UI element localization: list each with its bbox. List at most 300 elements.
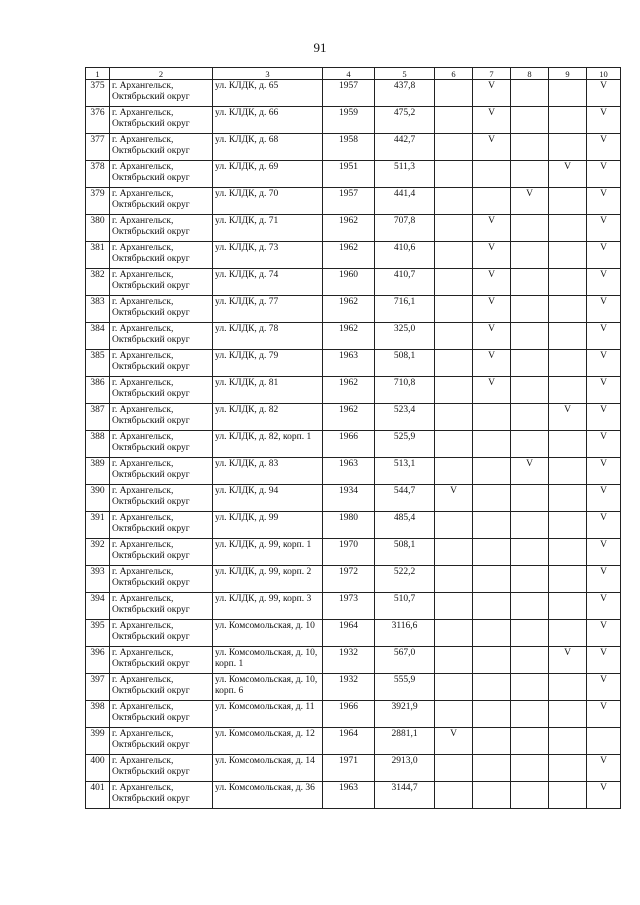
flag-col-10-cell: V: [587, 323, 621, 350]
flag-col-8-cell: [511, 728, 549, 755]
year-built-cell: 1932: [323, 674, 375, 701]
area-cell: 442,7: [375, 134, 435, 161]
address-cell: ул. Комсомольская, д. 10: [213, 620, 323, 647]
settlement-cell: г. Архангельск, Октябрьский округ: [110, 728, 213, 755]
area-cell: 3144,7: [375, 782, 435, 809]
flag-col-6-cell: [435, 701, 473, 728]
flag-col-7-cell: [473, 593, 511, 620]
year-built-cell: 1964: [323, 620, 375, 647]
year-built-cell: 1963: [323, 782, 375, 809]
area-cell: 555,9: [375, 674, 435, 701]
flag-col-7-cell: [473, 458, 511, 485]
flag-col-8-cell: [511, 701, 549, 728]
year-built-cell: 1934: [323, 485, 375, 512]
flag-col-9-cell: [549, 782, 587, 809]
row-number-cell: 394: [86, 593, 110, 620]
row-number-cell: 400: [86, 755, 110, 782]
row-number-cell: 401: [86, 782, 110, 809]
year-built-cell: 1962: [323, 404, 375, 431]
year-built-cell: 1962: [323, 323, 375, 350]
address-cell: ул. КЛДК, д. 82: [213, 404, 323, 431]
flag-col-10-cell: V: [587, 512, 621, 539]
table-row: [86, 512, 621, 539]
flag-col-10-cell: V: [587, 80, 621, 107]
settlement-cell: г. Архангельск, Октябрьский округ: [110, 161, 213, 188]
settlement-cell: г. Архангельск, Октябрьский округ: [110, 215, 213, 242]
area-cell: 523,4: [375, 404, 435, 431]
flag-col-10-cell: V: [587, 161, 621, 188]
address-cell: ул. КЛДК, д. 99: [213, 512, 323, 539]
flag-col-6-cell: [435, 593, 473, 620]
flag-col-10-cell: V: [587, 431, 621, 458]
column-number-2: 2: [110, 68, 213, 80]
flag-col-10-cell: V: [587, 566, 621, 593]
row-number-cell: 387: [86, 404, 110, 431]
flag-col-6-cell: [435, 215, 473, 242]
table-row: [86, 755, 621, 782]
flag-col-10-cell: V: [587, 458, 621, 485]
year-built-cell: 1957: [323, 188, 375, 215]
flag-col-9-cell: [549, 620, 587, 647]
table-row: [86, 539, 621, 566]
area-cell: 410,6: [375, 242, 435, 269]
area-cell: 510,7: [375, 593, 435, 620]
table-row: [86, 593, 621, 620]
flag-col-10-cell: V: [587, 404, 621, 431]
flag-col-7-cell: [473, 701, 511, 728]
table-row: [86, 161, 621, 188]
flag-col-9-cell: [549, 458, 587, 485]
settlement-cell: г. Архангельск, Октябрьский округ: [110, 674, 213, 701]
address-cell: ул. КЛДК, д. 66: [213, 107, 323, 134]
row-number-cell: 391: [86, 512, 110, 539]
column-number-7: 7: [473, 68, 511, 80]
flag-col-6-cell: [435, 539, 473, 566]
flag-col-10-cell: V: [587, 593, 621, 620]
address-cell: ул. КЛДК, д. 70: [213, 188, 323, 215]
flag-col-6-cell: [435, 107, 473, 134]
settlement-cell: г. Архангельск, Октябрьский округ: [110, 323, 213, 350]
address-cell: ул. Комсомольская, д. 14: [213, 755, 323, 782]
settlement-cell: г. Архангельск, Октябрьский округ: [110, 485, 213, 512]
flag-col-7-cell: [473, 431, 511, 458]
column-number-10: 10: [587, 68, 621, 80]
area-cell: 3921,9: [375, 701, 435, 728]
address-cell: ул. КЛДК, д. 65: [213, 80, 323, 107]
flag-col-7-cell: [473, 404, 511, 431]
flag-col-8-cell: [511, 566, 549, 593]
flag-col-9-cell: [549, 269, 587, 296]
year-built-cell: 1972: [323, 566, 375, 593]
year-built-cell: 1959: [323, 107, 375, 134]
flag-col-10-cell: V: [587, 674, 621, 701]
flag-col-6-cell: V: [435, 485, 473, 512]
flag-col-8-cell: [511, 242, 549, 269]
flag-col-7-cell: [473, 728, 511, 755]
table-row: [86, 134, 621, 161]
flag-col-9-cell: [549, 188, 587, 215]
row-number-cell: 377: [86, 134, 110, 161]
flag-col-6-cell: [435, 80, 473, 107]
flag-col-7-cell: [473, 755, 511, 782]
area-cell: 3116,6: [375, 620, 435, 647]
settlement-cell: г. Архангельск, Октябрьский округ: [110, 269, 213, 296]
flag-col-9-cell: [549, 107, 587, 134]
address-cell: ул. КЛДК, д. 71: [213, 215, 323, 242]
flag-col-10-cell: V: [587, 296, 621, 323]
flag-col-6-cell: [435, 323, 473, 350]
flag-col-6-cell: V: [435, 728, 473, 755]
flag-col-8-cell: [511, 485, 549, 512]
flag-col-7-cell: [473, 674, 511, 701]
year-built-cell: 1957: [323, 80, 375, 107]
area-cell: 567,0: [375, 647, 435, 674]
area-cell: 475,2: [375, 107, 435, 134]
address-cell: ул. КЛДК, д. 68: [213, 134, 323, 161]
settlement-cell: г. Архангельск, Октябрьский округ: [110, 404, 213, 431]
flag-col-8-cell: [511, 80, 549, 107]
settlement-cell: г. Архангельск, Октябрьский округ: [110, 620, 213, 647]
flag-col-8-cell: [511, 620, 549, 647]
row-number-cell: 375: [86, 80, 110, 107]
address-cell: ул. КЛДК, д. 81: [213, 377, 323, 404]
flag-col-9-cell: [549, 431, 587, 458]
page-number: 91: [313, 40, 327, 55]
table-row: [86, 377, 621, 404]
flag-col-6-cell: [435, 431, 473, 458]
settlement-cell: г. Архангельск, Октябрьский округ: [110, 350, 213, 377]
table-row: [86, 80, 621, 107]
settlement-cell: г. Архангельск, Октябрьский округ: [110, 242, 213, 269]
settlement-cell: г. Архангельск, Октябрьский округ: [110, 782, 213, 809]
flag-col-9-cell: [549, 296, 587, 323]
flag-col-10-cell: V: [587, 107, 621, 134]
column-number-9: 9: [549, 68, 587, 80]
flag-col-7-cell: V: [473, 296, 511, 323]
settlement-cell: г. Архангельск, Октябрьский округ: [110, 755, 213, 782]
settlement-cell: г. Архангельск, Октябрьский округ: [110, 458, 213, 485]
column-number-5: 5: [375, 68, 435, 80]
address-cell: ул. КЛДК, д. 78: [213, 323, 323, 350]
row-number-cell: 398: [86, 701, 110, 728]
flag-col-8-cell: [511, 134, 549, 161]
table-row: [86, 215, 621, 242]
flag-col-9-cell: [549, 701, 587, 728]
flag-col-7-cell: [473, 620, 511, 647]
area-cell: 544,7: [375, 485, 435, 512]
flag-col-8-cell: V: [511, 188, 549, 215]
table-row: [86, 701, 621, 728]
flag-col-7-cell: [473, 539, 511, 566]
row-number-cell: 376: [86, 107, 110, 134]
year-built-cell: 1966: [323, 431, 375, 458]
flag-col-6-cell: [435, 674, 473, 701]
flag-col-8-cell: [511, 350, 549, 377]
address-cell: ул. Комсомольская, д. 10, корп. 6: [213, 674, 323, 701]
row-number-cell: 396: [86, 647, 110, 674]
year-built-cell: 1932: [323, 647, 375, 674]
table-row: [86, 566, 621, 593]
flag-col-9-cell: [549, 755, 587, 782]
area-cell: 525,9: [375, 431, 435, 458]
year-built-cell: 1966: [323, 701, 375, 728]
flag-col-8-cell: [511, 377, 549, 404]
area-cell: 710,8: [375, 377, 435, 404]
row-number-cell: 399: [86, 728, 110, 755]
address-cell: ул. Комсомольская, д. 36: [213, 782, 323, 809]
address-cell: ул. КЛДК, д. 79: [213, 350, 323, 377]
row-number-cell: 382: [86, 269, 110, 296]
flag-col-10-cell: [587, 728, 621, 755]
table-row: [86, 242, 621, 269]
flag-col-9-cell: [549, 134, 587, 161]
row-number-cell: 383: [86, 296, 110, 323]
address-cell: ул. Комсомольская, д. 10, корп. 1: [213, 647, 323, 674]
flag-col-9-cell: [549, 728, 587, 755]
area-cell: 511,3: [375, 161, 435, 188]
settlement-cell: г. Архангельск, Октябрьский округ: [110, 539, 213, 566]
row-number-cell: 395: [86, 620, 110, 647]
area-cell: 325,0: [375, 323, 435, 350]
row-number-cell: 380: [86, 215, 110, 242]
address-cell: ул. КЛДК, д. 83: [213, 458, 323, 485]
year-built-cell: 1962: [323, 215, 375, 242]
settlement-cell: г. Архангельск, Октябрьский округ: [110, 566, 213, 593]
flag-col-8-cell: [511, 782, 549, 809]
row-number-cell: 379: [86, 188, 110, 215]
column-number-row: [86, 68, 621, 80]
year-built-cell: 1958: [323, 134, 375, 161]
flag-col-9-cell: [549, 593, 587, 620]
year-built-cell: 1962: [323, 377, 375, 404]
flag-col-10-cell: V: [587, 350, 621, 377]
row-number-cell: 378: [86, 161, 110, 188]
row-number-cell: 390: [86, 485, 110, 512]
flag-col-7-cell: [473, 512, 511, 539]
flag-col-10-cell: V: [587, 269, 621, 296]
row-number-cell: 388: [86, 431, 110, 458]
column-number-8: 8: [511, 68, 549, 80]
flag-col-7-cell: V: [473, 269, 511, 296]
flag-col-7-cell: [473, 566, 511, 593]
flag-col-10-cell: V: [587, 242, 621, 269]
row-number-cell: 386: [86, 377, 110, 404]
table-row: [86, 350, 621, 377]
flag-col-6-cell: [435, 134, 473, 161]
year-built-cell: 1980: [323, 512, 375, 539]
settlement-cell: г. Архангельск, Октябрьский округ: [110, 431, 213, 458]
settlement-cell: г. Архангельск, Октябрьский округ: [110, 512, 213, 539]
year-built-cell: 1962: [323, 296, 375, 323]
year-built-cell: 1963: [323, 350, 375, 377]
settlement-cell: г. Архангельск, Октябрьский округ: [110, 80, 213, 107]
table-row: [86, 188, 621, 215]
flag-col-6-cell: [435, 458, 473, 485]
settlement-cell: г. Архангельск, Октябрьский округ: [110, 296, 213, 323]
table-row: [86, 458, 621, 485]
table-row: [86, 296, 621, 323]
flag-col-8-cell: [511, 107, 549, 134]
address-cell: ул. КЛДК, д. 69: [213, 161, 323, 188]
table-row: [86, 674, 621, 701]
flag-col-10-cell: V: [587, 215, 621, 242]
address-cell: ул. КЛДК, д. 82, корп. 1: [213, 431, 323, 458]
row-number-cell: 393: [86, 566, 110, 593]
settlement-cell: г. Архангельск, Октябрьский округ: [110, 647, 213, 674]
area-cell: 2913,0: [375, 755, 435, 782]
flag-col-9-cell: [549, 215, 587, 242]
flag-col-6-cell: [435, 377, 473, 404]
flag-col-8-cell: [511, 431, 549, 458]
flag-col-8-cell: [511, 404, 549, 431]
table-row: [86, 323, 621, 350]
flag-col-8-cell: [511, 593, 549, 620]
flag-col-8-cell: [511, 647, 549, 674]
address-cell: ул. КЛДК, д. 99, корп. 3: [213, 593, 323, 620]
flag-col-9-cell: [549, 512, 587, 539]
flag-col-6-cell: [435, 512, 473, 539]
row-number-cell: 389: [86, 458, 110, 485]
flag-col-7-cell: [473, 161, 511, 188]
table-row: [86, 431, 621, 458]
flag-col-6-cell: [435, 404, 473, 431]
table-row: [86, 620, 621, 647]
year-built-cell: 1973: [323, 593, 375, 620]
year-built-cell: 1970: [323, 539, 375, 566]
area-cell: 410,7: [375, 269, 435, 296]
area-cell: 716,1: [375, 296, 435, 323]
flag-col-8-cell: [511, 539, 549, 566]
flag-col-9-cell: V: [549, 161, 587, 188]
address-cell: ул. КЛДК, д. 74: [213, 269, 323, 296]
column-number-6: 6: [435, 68, 473, 80]
flag-col-6-cell: [435, 566, 473, 593]
row-number-cell: 397: [86, 674, 110, 701]
address-cell: ул. Комсомольская, д. 12: [213, 728, 323, 755]
flag-col-10-cell: V: [587, 755, 621, 782]
area-cell: 522,2: [375, 566, 435, 593]
table-row: [86, 728, 621, 755]
year-built-cell: 1951: [323, 161, 375, 188]
flag-col-8-cell: [511, 512, 549, 539]
flag-col-8-cell: [511, 269, 549, 296]
year-built-cell: 1962: [323, 242, 375, 269]
flag-col-6-cell: [435, 647, 473, 674]
settlement-cell: г. Архангельск, Октябрьский округ: [110, 701, 213, 728]
flag-col-10-cell: V: [587, 485, 621, 512]
flag-col-7-cell: V: [473, 323, 511, 350]
address-cell: ул. КЛДК, д. 73: [213, 242, 323, 269]
flag-col-9-cell: V: [549, 647, 587, 674]
flag-col-9-cell: [549, 323, 587, 350]
flag-col-9-cell: [549, 377, 587, 404]
flag-col-10-cell: V: [587, 134, 621, 161]
settlement-cell: г. Архангельск, Октябрьский округ: [110, 593, 213, 620]
settlement-cell: г. Архангельск, Октябрьский округ: [110, 107, 213, 134]
address-cell: ул. КЛДК, д. 99, корп. 2: [213, 566, 323, 593]
flag-col-7-cell: [473, 485, 511, 512]
flag-col-6-cell: [435, 782, 473, 809]
table-row: [86, 269, 621, 296]
flag-col-10-cell: V: [587, 782, 621, 809]
flag-col-7-cell: [473, 782, 511, 809]
flag-col-8-cell: [511, 755, 549, 782]
column-number-3: 3: [213, 68, 323, 80]
flag-col-6-cell: [435, 755, 473, 782]
flag-col-9-cell: [549, 566, 587, 593]
column-number-1: 1: [86, 68, 110, 80]
area-cell: 437,8: [375, 80, 435, 107]
flag-col-8-cell: V: [511, 458, 549, 485]
flag-col-8-cell: [511, 674, 549, 701]
address-cell: ул. КЛДК, д. 99, корп. 1: [213, 539, 323, 566]
flag-col-9-cell: [549, 674, 587, 701]
address-cell: ул. КЛДК, д. 77: [213, 296, 323, 323]
flag-col-7-cell: V: [473, 377, 511, 404]
flag-col-8-cell: [511, 215, 549, 242]
table-row: [86, 107, 621, 134]
flag-col-9-cell: [549, 242, 587, 269]
flag-col-7-cell: V: [473, 134, 511, 161]
year-built-cell: 1960: [323, 269, 375, 296]
flag-col-9-cell: [549, 80, 587, 107]
flag-col-10-cell: V: [587, 620, 621, 647]
column-number-4: 4: [323, 68, 375, 80]
table-row: [86, 782, 621, 809]
settlement-cell: г. Архангельск, Октябрьский округ: [110, 188, 213, 215]
table-row: [86, 647, 621, 674]
flag-col-10-cell: V: [587, 647, 621, 674]
year-built-cell: 1964: [323, 728, 375, 755]
area-cell: 707,8: [375, 215, 435, 242]
row-number-cell: 384: [86, 323, 110, 350]
area-cell: 513,1: [375, 458, 435, 485]
year-built-cell: 1963: [323, 458, 375, 485]
flag-col-6-cell: [435, 350, 473, 377]
flag-col-9-cell: [549, 485, 587, 512]
flag-col-7-cell: [473, 188, 511, 215]
settlement-cell: г. Архангельск, Октябрьский округ: [110, 377, 213, 404]
flag-col-6-cell: [435, 296, 473, 323]
table-row: [86, 485, 621, 512]
flag-col-9-cell: V: [549, 404, 587, 431]
row-number-cell: 392: [86, 539, 110, 566]
flag-col-6-cell: [435, 188, 473, 215]
settlement-cell: г. Архангельск, Октябрьский округ: [110, 134, 213, 161]
flag-col-8-cell: [511, 161, 549, 188]
area-cell: 2881,1: [375, 728, 435, 755]
flag-col-6-cell: [435, 269, 473, 296]
table-row: [86, 404, 621, 431]
row-number-cell: 385: [86, 350, 110, 377]
year-built-cell: 1971: [323, 755, 375, 782]
flag-col-9-cell: [549, 539, 587, 566]
flag-col-10-cell: V: [587, 539, 621, 566]
table-body: [86, 80, 621, 809]
flag-col-7-cell: V: [473, 215, 511, 242]
area-cell: 485,4: [375, 512, 435, 539]
row-number-cell: 381: [86, 242, 110, 269]
area-cell: 508,1: [375, 539, 435, 566]
flag-col-7-cell: V: [473, 242, 511, 269]
flag-col-8-cell: [511, 323, 549, 350]
flag-col-7-cell: V: [473, 107, 511, 134]
housing-registry-table: [85, 67, 621, 809]
address-cell: ул. КЛДК, д. 94: [213, 485, 323, 512]
address-cell: ул. Комсомольская, д. 11: [213, 701, 323, 728]
flag-col-9-cell: [549, 350, 587, 377]
area-cell: 508,1: [375, 350, 435, 377]
